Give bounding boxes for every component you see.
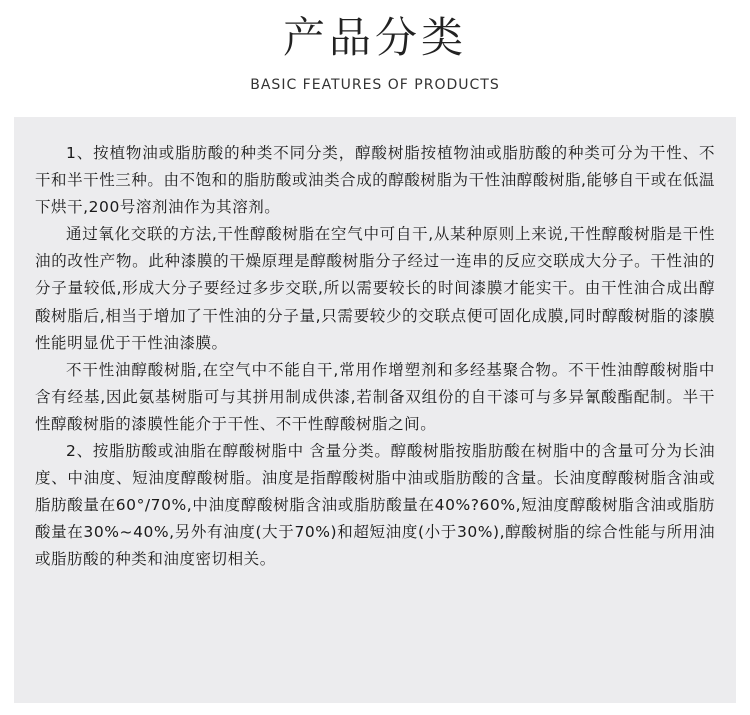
content-panel xyxy=(14,117,736,703)
page-header xyxy=(0,0,750,112)
content-body xyxy=(35,140,715,574)
page-subtitle: BASIC FEATURES OF PRODUCTS xyxy=(250,77,500,93)
paragraph: 1、按植物油或脂肪酸的种类不同分类，醇酸树脂按植物油或脂肪酸的种类可分为干性、不干和半干性三种。由不饱和的脂肪酸或油类合成的醇酸树脂为干性油醇酸树脂,能够自干或在低温下烘干,200号溶剂油作为其溶剂。 xyxy=(35,144,715,217)
paragraph: 2、按脂肪酸或油脂在醇酸树脂中 含量分类。醇酸树脂按脂肪酸在树脂中的含量可分为长油度、中油度、短油度醇酸树脂。油度是指醇酸树脂中油或脂肪酸的含量。长油度醇酸树脂含油或脂肪酸量在60°/70%,中油度醇酸树脂含油或脂肪酸量在40%?60%,短油度醇酸树脂含油或脂肪酸量在30%~40%,另外有油度(大于70%)和超短油度(小于30%),醇酸树脂的综合性能与所用油或脂肪酸的种类和油度密切相关。 xyxy=(35,442,715,569)
paragraph: 不干性油醇酸树脂,在空气中不能自干,常用作增塑剂和多经基聚合物。不干性油醇酸树脂中含有经基,因此氨基树脂可与其拼用制成供漆,若制备双组份的自干漆可与多异氰酸酯配制。半干性醇酸树脂的漆膜性能介于干性、不干性醇酸树脂之间。 xyxy=(35,360,715,433)
paragraph: 通过氧化交联的方法,干性醇酸树脂在空气中可自干,从某种原则上来说,干性醇酸树脂是干性油的改性产物。此种漆膜的干燥原理是醇酸树脂分子经过一连串的反应交联成大分子。干性油的分子量较低,形成大分子要经过多步交联,所以需要较长的时间漆膜才能实干。由干性油合成出醇酸树脂后,相当于增加了干性油的分子量,只需要较少的交联点便可固化成膜,同时醇酸树脂的漆膜性能明显优于干性油漆膜。 xyxy=(35,225,715,352)
page-title: 产品分类 xyxy=(282,13,467,62)
